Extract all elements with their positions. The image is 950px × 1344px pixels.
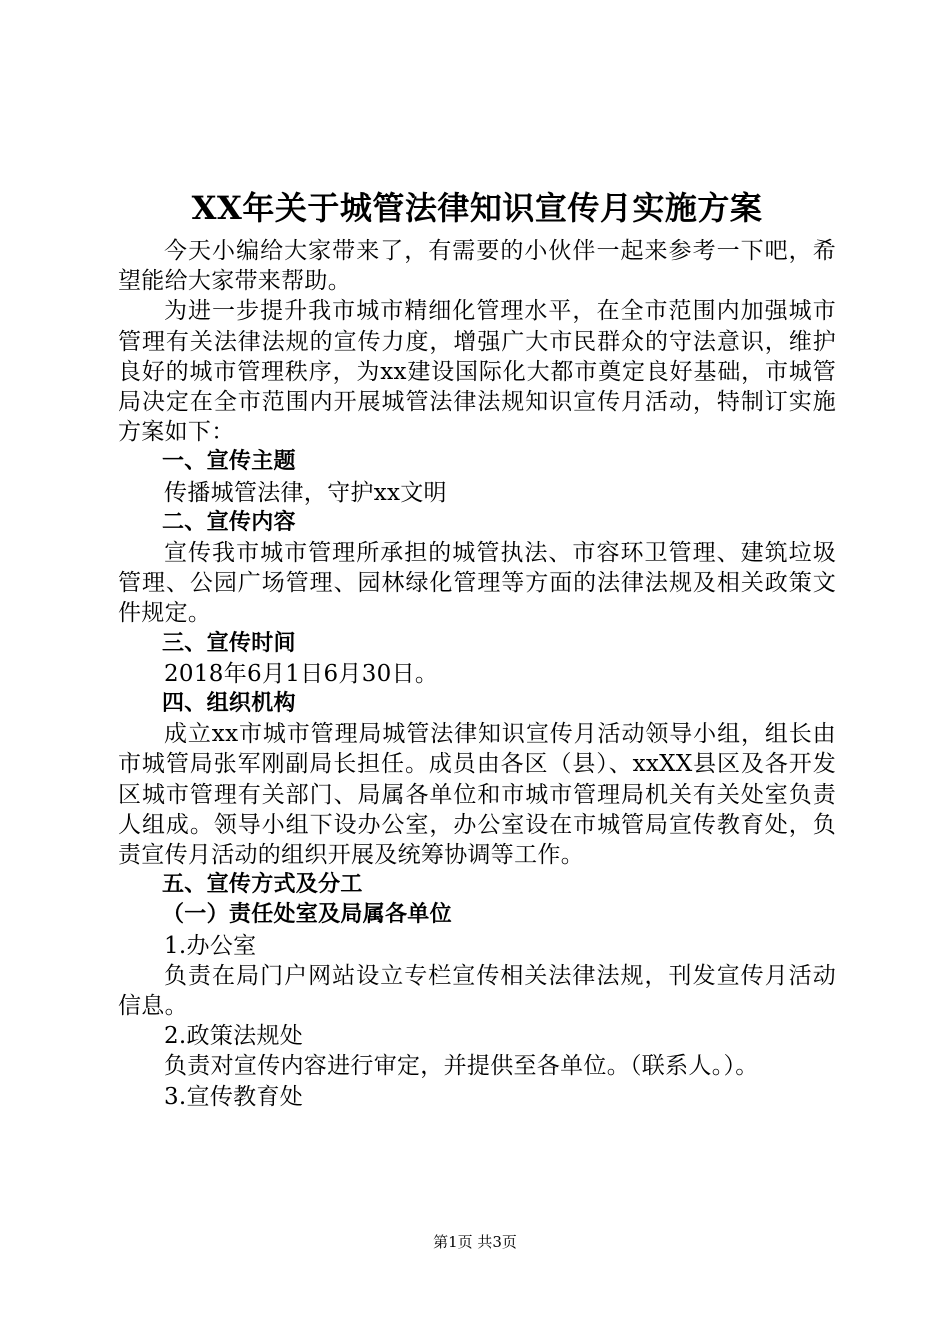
intro-paragraph: 今天小编给大家带来了，有需要的小伙伴一起来参考一下吧，希望能给大家带来帮助。 [118,238,836,295]
item-label-publicity: 3.宣传教育处 [164,1083,304,1110]
section-text-theme: 传播城管法律，守护xx文明 [164,479,447,506]
section-heading-organization: 四、组织机构 [162,691,296,717]
section-text-time: 2018年6月1日6月30日。 [164,660,439,687]
section-heading-time: 三、宣传时间 [162,630,296,656]
document-body [118,180,836,1112]
page-footer: 第1页 共3页 [433,1233,517,1251]
section-heading-methods: 五、宣传方式及分工 [162,872,363,898]
item-text-policy: 负责对宣传内容进行审定，并提供至各单位。（联系人。）。 [164,1053,759,1080]
preface-paragraph: 为进一步提升我市城市精细化管理水平，在全市范围内加强城市管理有关法律法规的宣传力度，增强广大市民群众的守法意识，维护良好的城市管理秩序，为xx建设国际化大都市奠定良好基础，市城管局决定在全市范围内开展城管法律法规知识宣传月活动，特制订实施方案如下： [118,298,836,446]
item-label-policy: 2.政策法规处 [164,1023,304,1050]
section-heading-content: 二、宣传内容 [162,509,296,535]
section-text-content: 宣传我市城市管理所承担的城管执法、市容环卫管理、建筑垃圾管理、公园广场管理、园林绿化管理等方面的法律法规及相关政策文件规定。 [118,540,836,627]
section-heading-theme: 一、宣传主题 [162,449,296,475]
document-title: XX年关于城管法律知识宣传月实施方案 [191,189,763,227]
item-label-office: 1.办公室 [164,932,257,959]
item-text-office: 负责在局门户网站设立专栏宣传相关法律法规，刊发宣传月活动信息。 [118,962,836,1020]
section-text-organization: 成立xx市城市管理局城管法律知识宣传月活动领导小组，组长由市城管局张军刚副局长担任。成员由各区（县）、xxXX县区及各开发区城市管理有关部门、局属各单位和市城市管理局机关有关处室负责人组成。领导小组下设办公室，办公室设在市城管局宣传教育处，负责宣传月活动的组织开展及统筹协调等工作。 [118,721,836,869]
subsection-heading-units: （一）责任处室及局属各单位 [162,902,452,928]
